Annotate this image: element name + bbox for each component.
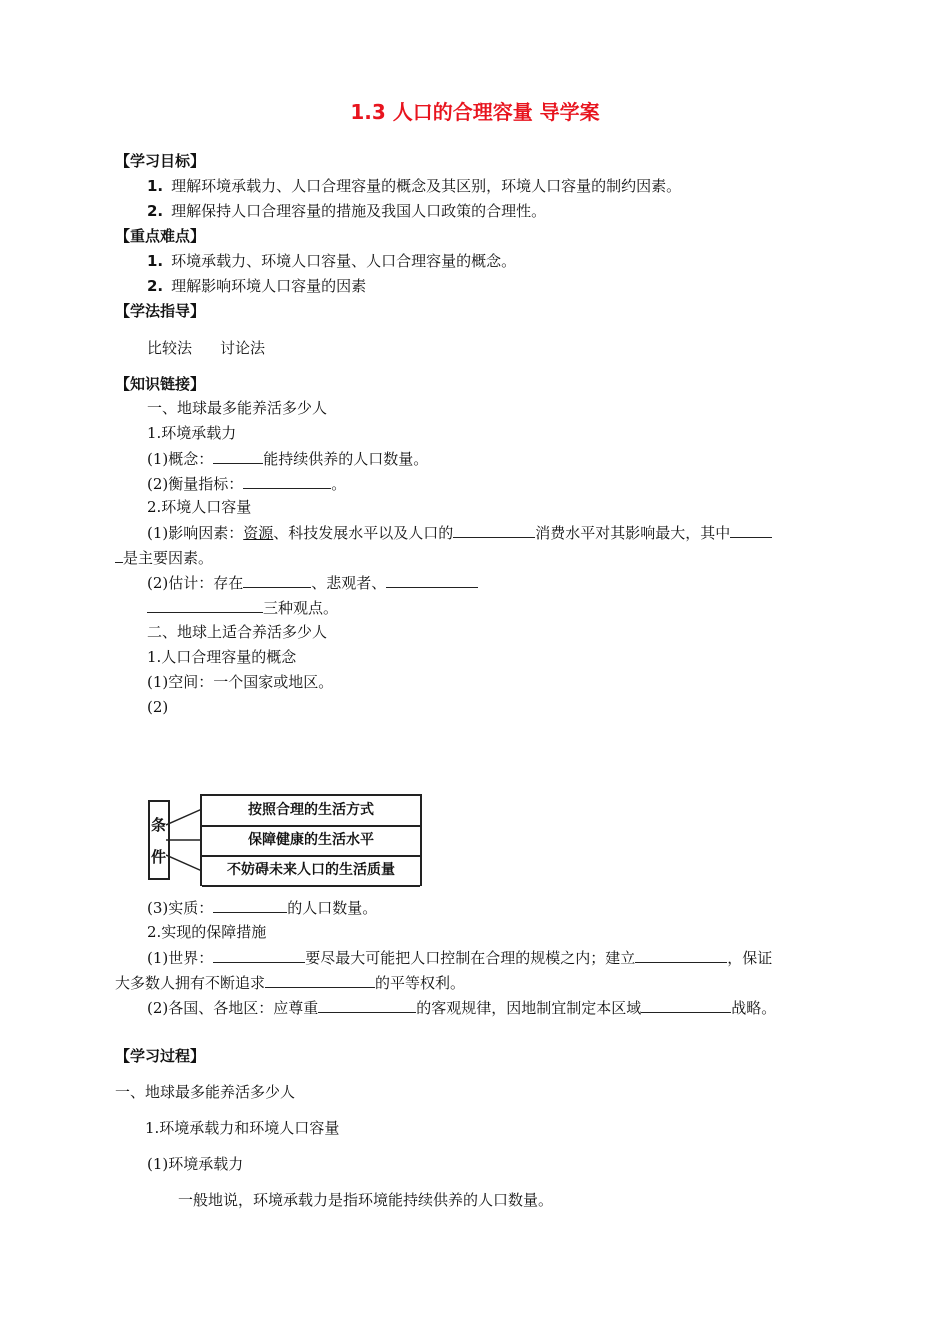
link-line xyxy=(147,448,428,469)
methods-line xyxy=(147,338,265,358)
fill-blank[interactable] xyxy=(147,597,263,613)
link-text: ，保证 xyxy=(727,949,773,967)
fill-blank[interactable] xyxy=(453,522,535,538)
condition-item: 按照合理的生活方式 xyxy=(202,795,420,827)
difficulty-item xyxy=(147,251,516,271)
link-text: 的客观规律，因地制宜制定本区域 xyxy=(416,999,642,1017)
fill-blank[interactable] xyxy=(243,473,331,489)
link-text: 、科技发展水平以及人口的 xyxy=(273,524,454,542)
link-line xyxy=(147,597,338,618)
link-text: 能持续供养的人口数量。 xyxy=(263,450,429,468)
difficulty-number: 2. xyxy=(147,277,164,295)
link-text: (1)世界： xyxy=(147,949,214,967)
process-line: 一、地球最多能养活多少人 xyxy=(115,1083,296,1101)
link-text: (2)各国、各地区：应尊重 xyxy=(147,999,319,1017)
link-line: 2.环境人口容量 xyxy=(147,498,252,516)
link-line xyxy=(115,547,213,568)
link-text: (1)概念： xyxy=(147,450,214,468)
fill-blank[interactable] xyxy=(213,947,305,963)
condition-item: 保障健康的生活水平 xyxy=(202,825,420,857)
link-text: 消费水平对其影响最大，其中 xyxy=(535,524,731,542)
link-line xyxy=(115,972,465,993)
goal-item xyxy=(147,176,681,196)
goal-text: 理解保持人口合理容量的措施及我国人口政策的合理性。 xyxy=(171,202,547,220)
link-line xyxy=(147,522,772,543)
link-line: 1.环境承载力 xyxy=(147,424,237,442)
fill-blank[interactable] xyxy=(265,972,375,988)
difficulties-heading: 【重点难点】 xyxy=(115,227,206,245)
conditions-connector xyxy=(166,795,204,885)
link-underlined: 资源 xyxy=(243,524,274,542)
page-title: 1.3 人口的合理容量 导学案 xyxy=(350,100,600,124)
goals-heading: 【学习目标】 xyxy=(115,152,206,170)
link-line xyxy=(147,997,776,1018)
fill-blank[interactable] xyxy=(213,448,263,464)
link-text: (2)衡量指标： xyxy=(147,475,244,493)
fill-blank[interactable] xyxy=(115,547,123,563)
link-text: 三种观点。 xyxy=(263,599,339,617)
link-line xyxy=(147,473,346,494)
link-text: (1)影响因素： xyxy=(147,524,244,542)
link-line: 2.实现的保障措施 xyxy=(147,923,267,941)
fill-blank[interactable] xyxy=(318,997,416,1013)
process-line: 1.环境承载力和环境人口容量 xyxy=(145,1119,340,1137)
conditions-label-bottom: 件 xyxy=(151,848,167,866)
process-heading: 【学习过程】 xyxy=(115,1047,206,1065)
difficulty-text: 理解影响环境人口容量的因素 xyxy=(171,277,367,295)
difficulty-text: 环境承载力、环境人口容量、人口合理容量的概念。 xyxy=(171,252,517,270)
conditions-label-top: 条 xyxy=(151,816,167,834)
link-line: 1.人口合理容量的概念 xyxy=(147,648,297,666)
goal-number: 1. xyxy=(147,177,164,195)
links-heading: 【知识链接】 xyxy=(115,375,206,393)
link-text: 是主要因素。 xyxy=(123,549,214,567)
link-line xyxy=(147,572,478,593)
process-line: 一般地说，环境承载力是指环境能持续供养的人口数量。 xyxy=(178,1191,554,1209)
process-line: (1)环境承载力 xyxy=(147,1155,244,1173)
fill-blank[interactable] xyxy=(213,897,287,913)
link-text: (3)实质： xyxy=(147,899,214,917)
goal-number: 2. xyxy=(147,202,164,220)
link-text: (2)估计：存在 xyxy=(147,574,244,592)
link-line: (2) xyxy=(147,698,169,716)
fill-blank[interactable] xyxy=(635,947,727,963)
link-text: 的平等权利。 xyxy=(375,974,466,992)
goal-item xyxy=(147,201,546,221)
difficulty-item xyxy=(147,276,366,296)
link-text: 、悲观者、 xyxy=(311,574,387,592)
method-compare: 比较法 xyxy=(147,339,193,357)
link-line: (1)空间：一个国家或地区。 xyxy=(147,673,334,691)
fill-blank[interactable] xyxy=(730,522,772,538)
fill-blank[interactable] xyxy=(243,572,311,588)
link-text: 要尽最大可能把人口控制在合理的规模之内；建立 xyxy=(305,949,636,967)
link-line: 二、地球上适合养活多少人 xyxy=(147,623,328,641)
goal-text: 理解环境承载力、人口合理容量的概念及其区别，环境人口容量的制约因素。 xyxy=(171,177,682,195)
link-text: 。 xyxy=(331,475,347,493)
link-line xyxy=(147,897,377,918)
fill-blank[interactable] xyxy=(641,997,731,1013)
methods-heading: 【学法指导】 xyxy=(115,302,206,320)
method-discuss: 讨论法 xyxy=(220,339,266,357)
link-text: 战略。 xyxy=(731,999,777,1017)
link-line xyxy=(147,947,772,968)
link-line: 一、地球最多能养活多少人 xyxy=(147,399,328,417)
condition-item: 不妨碍未来人口的生活质量 xyxy=(202,855,420,887)
link-text: 的人口数量。 xyxy=(287,899,378,917)
difficulty-number: 1. xyxy=(147,252,164,270)
fill-blank[interactable] xyxy=(386,572,478,588)
link-text: 大多数人拥有不断追求 xyxy=(115,974,266,992)
